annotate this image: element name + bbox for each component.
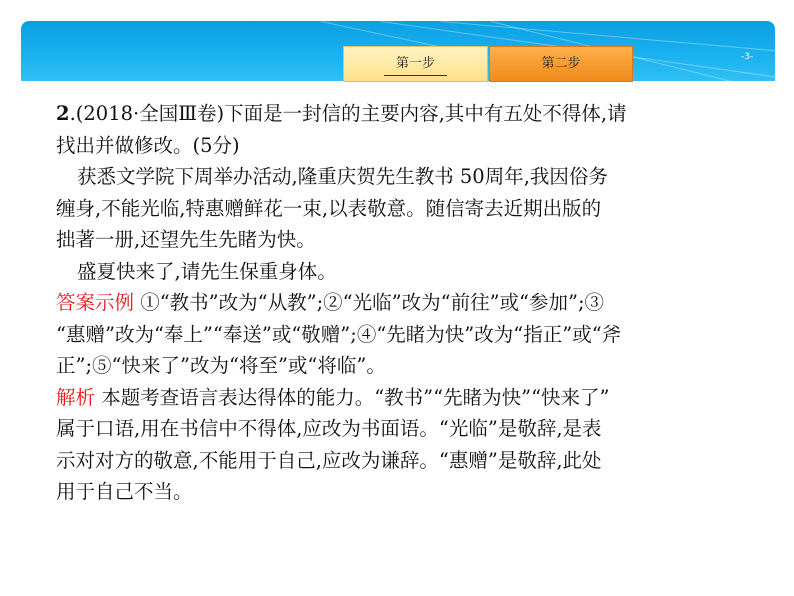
tab-step-two-label: 第二步 (541, 56, 581, 71)
answer-text: ①“教书”改为“从教”;②“光临”改为“前往”或“参加”;③ (134, 291, 605, 314)
analysis-text: 本题考查语言表达得体的能力。“教书”“先睹为快”“快来了” (95, 385, 610, 409)
analysis-line-1 (56, 382, 776, 414)
tab-step-one-label: 第一步 (395, 56, 435, 71)
slide-content (56, 98, 776, 508)
question-line-1 (56, 98, 776, 130)
analysis-line-2: 属于口语,用在书信中不得体,应改为书面语。“光临”是敬辞,是表 (56, 417, 602, 440)
letter-line-1: 获悉文学院下周举办活动,隆重庆贺先生教书 50周年,我因俗务 (77, 165, 608, 188)
question-number: 2 (56, 102, 70, 125)
analysis-line-3: 示对对方的敬意,不能用于自己,应改为谦辞。“惠赠”是敬辞,此处 (56, 448, 602, 472)
analysis-label: 解析 (56, 385, 96, 409)
letter-line-2: 缠身,不能光临,特惠赠鲜花一束,以表敬意。随信寄去近期出版的 (56, 196, 602, 220)
tab-step-two[interactable] (489, 46, 633, 82)
answer-label: 答案示例 (56, 291, 135, 314)
answer-line-3: 正”;⑤“快来了”改为“将至”或“将临”。 (56, 354, 386, 377)
analysis-line-4: 用于自己不当。 (56, 480, 193, 503)
question-text: .(2018·全国Ⅲ卷)下面是一封信的主要内容,其中有五处不得体,请 (69, 102, 627, 125)
answer-line-2: “惠赠”改为“奉上”“奉送”或“敬赠”;④“先睹为快”改为“指正”或“斧 (56, 322, 622, 346)
tab-step-one[interactable] (343, 46, 488, 82)
question-line-2: 找出并做修改。(5分) (56, 133, 240, 157)
page-number: -3- (741, 52, 754, 62)
letter-line-3: 拙著一册,还望先生先睹为快。 (56, 228, 316, 251)
letter-line-4: 盛夏快来了,请先生保重身体。 (77, 259, 337, 283)
answer-line-1 (56, 287, 776, 319)
